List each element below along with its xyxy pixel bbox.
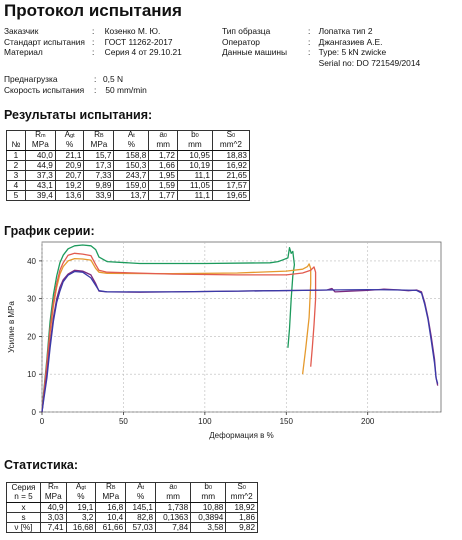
x-tick-label: 200 <box>361 417 375 426</box>
table-row <box>7 522 258 532</box>
chart-heading: График серии: <box>4 224 95 238</box>
table-cell: 1,66 <box>149 160 178 170</box>
table-row <box>7 512 258 522</box>
column-symbol: R <box>105 482 112 491</box>
y-tick-label: 20 <box>27 332 36 342</box>
table-cell: 9,89 <box>84 180 114 190</box>
info-label: Оператор <box>222 36 260 47</box>
y-tick-label: 10 <box>27 370 36 380</box>
column-unit: MPa <box>40 493 66 503</box>
table-cell: 1,77 <box>149 190 178 200</box>
table-cell: 82,8 <box>126 512 156 522</box>
table-cell: 37,3 <box>25 170 55 180</box>
table-cell: 0,1363 <box>156 512 191 522</box>
stats-table <box>6 482 258 533</box>
column-unit: n = 5 <box>7 493 41 503</box>
row-label: 1 <box>7 150 26 160</box>
table-cell: 61,66 <box>96 522 126 532</box>
table-cell: 40,9 <box>40 502 66 512</box>
column-unit: MPa <box>84 141 114 151</box>
y-tick-label: 40 <box>27 256 36 266</box>
info-value: ГОСТ 11262-2017 <box>104 36 173 47</box>
table-cell: 3,03 <box>40 512 66 522</box>
info-row: Стандарт испытания : ГОСТ 11262-2017 <box>4 36 173 47</box>
table-cell: 159,0 <box>114 180 149 190</box>
column-unit: mm <box>149 141 178 151</box>
column-symbol: A <box>64 130 71 139</box>
info-row: Оператор : Джангазиев А.Е. <box>222 36 383 47</box>
stats-heading: Статистика: <box>4 458 79 472</box>
table-cell: 17,57 <box>212 180 249 190</box>
stats-body <box>7 502 258 532</box>
info-row: Материал : Серия 4 от 29.10.21 <box>4 47 182 57</box>
row-label: ν [%] <box>7 522 41 532</box>
table-cell: 10,4 <box>96 512 126 522</box>
column-symbol: R <box>47 482 54 491</box>
column-unit: mm <box>191 493 226 503</box>
table-cell: 43,1 <box>25 180 55 190</box>
info-value: Type: 5 kN zwicke <box>318 47 387 57</box>
stats-header <box>7 483 258 503</box>
column-symbol: b <box>204 482 209 491</box>
info-label: Заказчик <box>4 26 39 36</box>
param-row: Преднагрузка : 0,5 N <box>4 74 124 84</box>
column-symbol: a <box>169 482 174 491</box>
x-tick-label: 150 <box>279 417 293 426</box>
param-value: 0,5 <box>103 74 115 84</box>
table-cell: 11,1 <box>177 170 212 180</box>
column-symbol: S <box>226 130 233 139</box>
column-unit: MPa <box>96 493 126 503</box>
x-tick-label: 0 <box>39 417 45 426</box>
plot-area <box>42 242 441 412</box>
table-cell: 13,7 <box>114 190 149 200</box>
table-cell: 1,86 <box>226 512 258 522</box>
column-subscript: m <box>53 485 59 491</box>
table-cell: 20,7 <box>55 170 84 180</box>
table-cell: 11,1 <box>177 190 212 200</box>
table-cell: 10,88 <box>191 502 226 512</box>
table-cell: 7,41 <box>40 522 66 532</box>
y-tick-label: 30 <box>27 294 36 304</box>
info-value: Serial no: DO 721549/2014 <box>318 57 421 68</box>
param-label: Скорость испытания <box>4 84 85 95</box>
column-symbol: R <box>94 130 101 139</box>
table-cell: 40,0 <box>25 150 55 160</box>
column-subscript: 0 <box>208 485 213 491</box>
column-symbol: A <box>127 130 134 139</box>
results-body <box>7 150 250 200</box>
table-cell: 10,95 <box>177 150 212 160</box>
info-value: Козенко М. Ю. <box>104 26 161 36</box>
info-label: Стандарт испытания <box>4 36 85 47</box>
table-cell: 44,9 <box>25 160 55 170</box>
results-header <box>7 131 250 151</box>
info-value: Серия 4 от 29.10.21 <box>104 47 182 57</box>
column-unit: № <box>7 141 26 151</box>
table-cell: 33,9 <box>84 190 114 200</box>
row-label: 3 <box>7 170 26 180</box>
table-cell: 11,05 <box>177 180 212 190</box>
test-params <box>4 74 147 95</box>
column-subscript: B <box>100 133 104 139</box>
info-label: Тип образца <box>222 26 271 36</box>
table-cell: 158,8 <box>114 150 149 160</box>
column-unit: % <box>55 141 84 151</box>
table-cell: 20,9 <box>55 160 84 170</box>
column-subscript: m <box>41 133 46 139</box>
column-subscript: 0 <box>195 133 199 139</box>
table-row <box>7 170 250 180</box>
series-chart <box>0 236 462 450</box>
info-label: Материал <box>4 47 43 57</box>
info-value: Лопатка тип 2 <box>318 26 373 36</box>
column-symbol: S <box>237 482 243 491</box>
column-unit: MPa <box>25 141 55 151</box>
table-cell: 7,84 <box>156 522 191 532</box>
column-unit: % <box>126 493 156 503</box>
table-cell: 21,1 <box>55 150 84 160</box>
param-value: 50 <box>105 84 115 95</box>
table-cell: 7,33 <box>84 170 114 180</box>
param-row: Скорость испытания : 50 mm/min <box>4 84 147 95</box>
column-unit: mm <box>177 141 212 151</box>
param-unit: N <box>116 74 124 84</box>
row-label: 5 <box>7 190 26 200</box>
column-subscript: t <box>133 133 135 139</box>
param-label: Преднагрузка <box>4 74 58 84</box>
info-right-block <box>222 26 420 68</box>
column-symbol: A <box>137 482 143 491</box>
table-cell: 0,3894 <box>191 512 226 522</box>
param-unit: mm/min <box>116 84 147 95</box>
column-symbol: a <box>159 130 164 139</box>
table-cell: 1,59 <box>149 180 178 190</box>
table-cell: 10,19 <box>177 160 212 170</box>
column-subscript: B <box>111 485 116 491</box>
info-label: Данные машины <box>222 47 288 57</box>
table-cell: 19,65 <box>212 190 249 200</box>
info-value: Джангазиев А.Е. <box>318 36 383 47</box>
table-cell: 3,2 <box>66 512 96 522</box>
table-cell: 150,3 <box>114 160 149 170</box>
table-cell: 19,2 <box>55 180 84 190</box>
row-label: x <box>7 502 41 512</box>
row-label: 4 <box>7 180 26 190</box>
info-left-block <box>4 26 182 58</box>
x-tick-label: 100 <box>198 417 212 426</box>
y-axis-label: Усилие в MPa <box>7 301 16 353</box>
column-subscript: 0 <box>163 133 167 139</box>
y-tick-label: 0 <box>31 408 36 417</box>
column-symbol: b <box>191 130 196 139</box>
table-cell: 39,4 <box>25 190 55 200</box>
column-unit: mm^2 <box>212 141 249 151</box>
column-symbol: R <box>35 130 41 139</box>
column-unit: % <box>114 141 149 151</box>
page-title: Протокол испытания <box>4 1 182 20</box>
table-cell: 3,58 <box>191 522 226 532</box>
table-row <box>7 190 250 200</box>
row-label: 2 <box>7 160 26 170</box>
table-row <box>7 160 250 170</box>
table-cell: 57,03 <box>126 522 156 532</box>
table-cell: 18,92 <box>226 502 258 512</box>
table-cell: 17,3 <box>84 160 114 170</box>
table-cell: 19,1 <box>66 502 96 512</box>
table-cell: 21,65 <box>212 170 249 180</box>
table-cell: 18,83 <box>212 150 249 160</box>
table-cell: 16,92 <box>212 160 249 170</box>
table-cell: 9,82 <box>226 522 258 532</box>
table-cell: 1,72 <box>149 150 178 160</box>
table-row <box>7 180 250 190</box>
table-cell: 15,7 <box>84 150 114 160</box>
column-symbol: A <box>75 482 82 491</box>
table-cell: 1,738 <box>156 502 191 512</box>
x-axis-label: Деформация в % <box>209 431 274 440</box>
table-cell: 145,1 <box>126 502 156 512</box>
x-tick-label: 50 <box>118 417 128 426</box>
column-subscript: t <box>142 485 145 491</box>
column-subscript: gt <box>70 133 75 139</box>
column-unit: mm <box>156 493 191 503</box>
table-cell: 16,8 <box>96 502 126 512</box>
table-cell: 243,7 <box>114 170 149 180</box>
info-row: Данные машины : Type: 5 kN zwicke <box>222 47 387 57</box>
info-row: Тип образца : Лопатка тип 2 <box>222 26 373 36</box>
info-row: Заказчик : Козенко М. Ю. <box>4 26 161 36</box>
column-subscript: 0 <box>242 485 246 491</box>
column-subscript: 0 <box>232 133 236 139</box>
column-subscript: 0 <box>173 485 177 491</box>
results-table <box>6 130 250 201</box>
table-cell: 13,6 <box>55 190 84 200</box>
info-row <box>222 58 420 69</box>
table-row <box>7 502 258 512</box>
column-unit: % <box>66 493 96 503</box>
row-label: s <box>7 512 41 522</box>
table-cell: 1,95 <box>149 170 178 180</box>
results-heading: Результаты испытания: <box>4 108 153 122</box>
column-symbol: Серия <box>11 483 36 492</box>
column-unit: mm^2 <box>226 493 258 503</box>
table-row <box>7 150 250 160</box>
table-cell: 16,68 <box>66 522 96 532</box>
column-subscript: gt <box>81 485 86 491</box>
